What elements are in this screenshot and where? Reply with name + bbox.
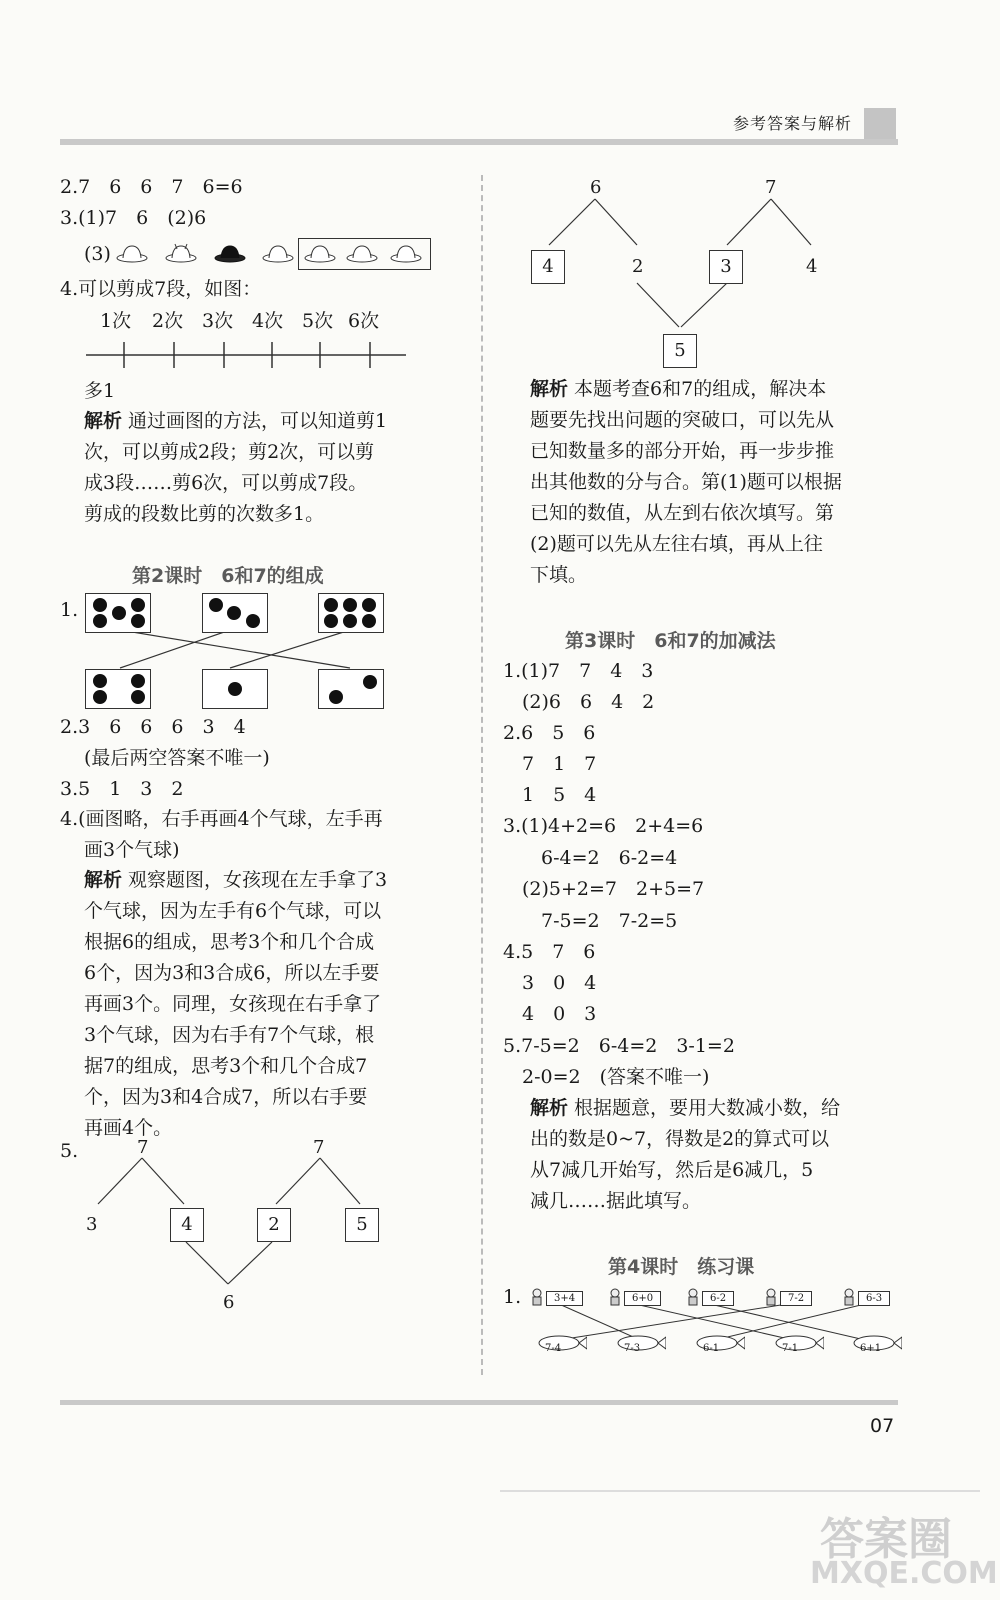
l2-q3: 3.5 1 3 2 xyxy=(60,778,184,800)
dice-dot xyxy=(93,614,107,628)
dice-dot xyxy=(131,674,145,688)
tree-node: 7 xyxy=(137,1137,149,1158)
tree-node: 3 xyxy=(86,1214,98,1235)
analysis-line: 6个，因为3和3合成6，所以左手要 xyxy=(84,962,380,984)
l3-answer-line: 3 0 4 xyxy=(503,972,597,994)
dice-card-top-2 xyxy=(202,593,268,633)
dice-dot xyxy=(131,614,145,628)
hat-icon xyxy=(214,243,246,263)
l2-q2: 2.3 6 6 6 3 4 xyxy=(60,716,246,738)
analysis-line: 从7减几开始写，然后是6减几，5 xyxy=(530,1159,814,1181)
tree-box: 5 xyxy=(345,1208,379,1242)
character-icon xyxy=(608,1288,622,1306)
dice-card-bottom-1 xyxy=(85,669,151,709)
hat-icon xyxy=(165,243,197,263)
l2-q4-line: 4.(画图略，右手再画4个气球，左手再 xyxy=(60,808,383,830)
cut-label: 6次 xyxy=(348,310,380,332)
tree-box: 3 xyxy=(709,250,743,284)
tree-box: 5 xyxy=(663,334,697,368)
hat-icon xyxy=(390,243,422,263)
footer-rule xyxy=(60,1400,898,1405)
l4-fish: 7-4 xyxy=(535,1334,551,1353)
analysis-line: 减几……据此填写。 xyxy=(530,1190,702,1212)
l3-answer-line: 2.6 5 6 xyxy=(503,722,596,744)
l3-answer-line: 1.(1)7 7 4 3 xyxy=(503,660,654,682)
l3-answer-line: (2)6 6 4 2 xyxy=(503,691,655,713)
dice-dot xyxy=(329,690,343,704)
l4-top-card: 6-2 xyxy=(686,1286,734,1306)
watermark-logo: 答案圈 xyxy=(820,1514,952,1565)
l3-answer-line: 6-4=2 6-2=4 xyxy=(503,847,678,869)
analysis-line: 成3段……剪6次，可以剪成7段。 xyxy=(84,472,368,494)
dice-dot xyxy=(362,598,376,612)
analysis-line: 再画4个。 xyxy=(84,1117,173,1139)
header-tab-marker xyxy=(864,108,896,142)
l3-answer-line: 3.(1)4+2=6 2+4=6 xyxy=(503,815,704,837)
fish-icon xyxy=(614,1334,666,1352)
analysis-line: 解析 根据题意，要用大数减小数，给 xyxy=(530,1097,841,1119)
l4-top-card: 3+4 xyxy=(530,1286,583,1306)
dice-dot xyxy=(93,674,107,688)
cut-label: 4次 xyxy=(252,310,284,332)
dice-card-bottom-2 xyxy=(202,669,268,709)
page-header-title: 参考答案与解析 xyxy=(733,114,853,133)
watermark-url: MXQE.COM xyxy=(810,1556,998,1591)
l4-top-card: 6-3 xyxy=(842,1286,890,1306)
fish-icon xyxy=(772,1334,824,1352)
analysis-line: 出的数是0~7，得数是2的算式可以 xyxy=(530,1128,830,1150)
dice-dot xyxy=(93,690,107,704)
l4-top-card: 7-2 xyxy=(764,1286,812,1306)
answer-l1-q2: 2.7 6 6 7 6=6 xyxy=(60,176,243,198)
l4-top-card: 6+0 xyxy=(608,1286,661,1306)
analysis-line: 已知数量多的部分开始，再一步步推 xyxy=(530,440,835,462)
analysis-line: 解析 观察题图，女孩现在左手拿了3 xyxy=(84,869,388,891)
l3-answer-line: 7-5=2 7-2=5 xyxy=(503,910,678,932)
tree-node: 7 xyxy=(765,177,777,198)
l3-answer-line: 2-0=2 (答案不唯一) xyxy=(503,1066,710,1088)
character-icon xyxy=(764,1288,778,1306)
bottom-line xyxy=(500,1490,980,1492)
answer-l1-q4-title: 4.可以剪成7段，如图： xyxy=(60,278,262,300)
l4-fish: 6-1 xyxy=(693,1334,709,1353)
answer-l1-q3b-label: (3) xyxy=(84,243,111,265)
l3-answer-line: 5.7-5=2 6-4=2 3-1=2 xyxy=(503,1035,735,1057)
analysis-line: 出其他数的分与合。第(1)题可以根据 xyxy=(530,471,842,493)
answer-l1-q3a: 3.(1)7 6 (2)6 xyxy=(60,207,207,229)
character-icon xyxy=(842,1288,856,1306)
tree-node: 6 xyxy=(223,1292,235,1313)
hat-icon xyxy=(116,243,148,263)
lesson-3-title: 第3课时 6和7的加减法 xyxy=(565,630,776,652)
dice-dot xyxy=(131,598,145,612)
dice-dot xyxy=(363,675,377,689)
l3-answer-line: 7 1 7 xyxy=(503,753,597,775)
analysis-line: 根据6的组成，思考3个和几个合成 xyxy=(84,931,375,953)
lesson-4-title: 第4课时 练习课 xyxy=(608,1256,755,1278)
cut-label: 2次 xyxy=(152,310,184,332)
dice-dot xyxy=(209,598,223,612)
tree-node: 7 xyxy=(313,1137,325,1158)
analysis-label: 解析 xyxy=(84,410,123,432)
tree-node: 4 xyxy=(806,256,818,277)
analysis-line: (2)题可以先从左往右填，再从上往 xyxy=(530,533,823,555)
tree-node: 6 xyxy=(590,177,602,198)
analysis-line: 个，因为3和4合成7，所以右手要 xyxy=(84,1086,368,1108)
tree-box: 4 xyxy=(170,1208,204,1242)
dice-dot xyxy=(246,614,260,628)
analysis-line: 解析 通过画图的方法，可以知道剪1 xyxy=(84,410,388,432)
dice-dot xyxy=(343,614,357,628)
header-rule xyxy=(60,139,898,145)
analysis-line: 个气球，因为左手有6个气球，可以 xyxy=(84,900,382,922)
fish-icon xyxy=(693,1334,745,1352)
dice-card-top-1 xyxy=(85,593,151,633)
l3-answer-line: 4.5 7 6 xyxy=(503,941,596,963)
lesson-2-title: 第2课时 6和7的组成 xyxy=(132,565,324,587)
cut-label: 1次 xyxy=(100,310,132,332)
l4-fish: 7-1 xyxy=(772,1334,788,1353)
cut-label: 5次 xyxy=(302,310,334,332)
dice-dot xyxy=(362,614,376,628)
l3-answer-line: 1 5 4 xyxy=(503,784,597,806)
dice-dot xyxy=(343,598,357,612)
l3-answer-line: 4 0 3 xyxy=(503,1003,597,1025)
analysis-line: 下填。 xyxy=(530,564,588,586)
character-icon xyxy=(530,1288,544,1306)
cut-rope-diagram xyxy=(80,338,410,374)
dice-dot xyxy=(131,690,145,704)
l3-answer-line: (2)5+2=7 2+5=7 xyxy=(503,878,705,900)
l2-q1-label: 1. xyxy=(60,599,79,621)
character-icon xyxy=(686,1288,700,1306)
answer-l1-q4-answer: 多1 xyxy=(84,380,116,402)
column-separator xyxy=(481,175,483,1375)
hat-icon xyxy=(262,243,294,263)
l4-fish: 6+1 xyxy=(850,1334,871,1353)
dice-card-bottom-3 xyxy=(318,669,384,709)
tree-box: 2 xyxy=(257,1208,291,1242)
analysis-line: 3个气球，因为右手有7个气球，根 xyxy=(84,1024,375,1046)
l4-fish: 7-3 xyxy=(614,1334,630,1353)
dice-dot xyxy=(93,598,107,612)
l2-q2-note: (最后两空答案不唯一) xyxy=(84,747,270,769)
l2-q5-label: 5. xyxy=(60,1140,79,1162)
tree-node: 2 xyxy=(632,256,644,277)
analysis-line: 再画3个。同理，女孩现在右手拿了 xyxy=(84,993,382,1015)
analysis-line: 剪成的段数比剪的次数多1。 xyxy=(84,503,325,525)
hat-icon xyxy=(346,243,378,263)
analysis-line: 解析 本题考查6和7的组成，解决本 xyxy=(530,378,827,400)
dice-dot xyxy=(227,606,241,620)
analysis-label: 解析 xyxy=(84,869,123,891)
fish-icon xyxy=(535,1334,587,1352)
page-number: 07 xyxy=(870,1415,895,1437)
analysis-line: 据7的组成，思考3个和几个合成7 xyxy=(84,1055,368,1077)
dice-dot xyxy=(112,606,126,620)
analysis-line: 题要先找出问题的突破口，可以先从 xyxy=(530,409,835,431)
analysis-label: 解析 xyxy=(530,378,569,400)
l2-q4-line: 画3个气球) xyxy=(84,839,180,861)
tree-box: 4 xyxy=(531,250,565,284)
cut-label: 3次 xyxy=(202,310,234,332)
analysis-line: 次，可以剪成2段；剪2次，可以剪 xyxy=(84,441,375,463)
dice-dot xyxy=(324,614,338,628)
dice-dot xyxy=(324,598,338,612)
hat-icon xyxy=(304,243,336,263)
dice-dot xyxy=(228,682,242,696)
analysis-line: 已知的数值，从左到右依次填写。第 xyxy=(530,502,835,524)
analysis-label: 解析 xyxy=(530,1097,569,1119)
l4-q1-label: 1. xyxy=(503,1286,522,1308)
dice-card-top-3 xyxy=(318,593,384,633)
